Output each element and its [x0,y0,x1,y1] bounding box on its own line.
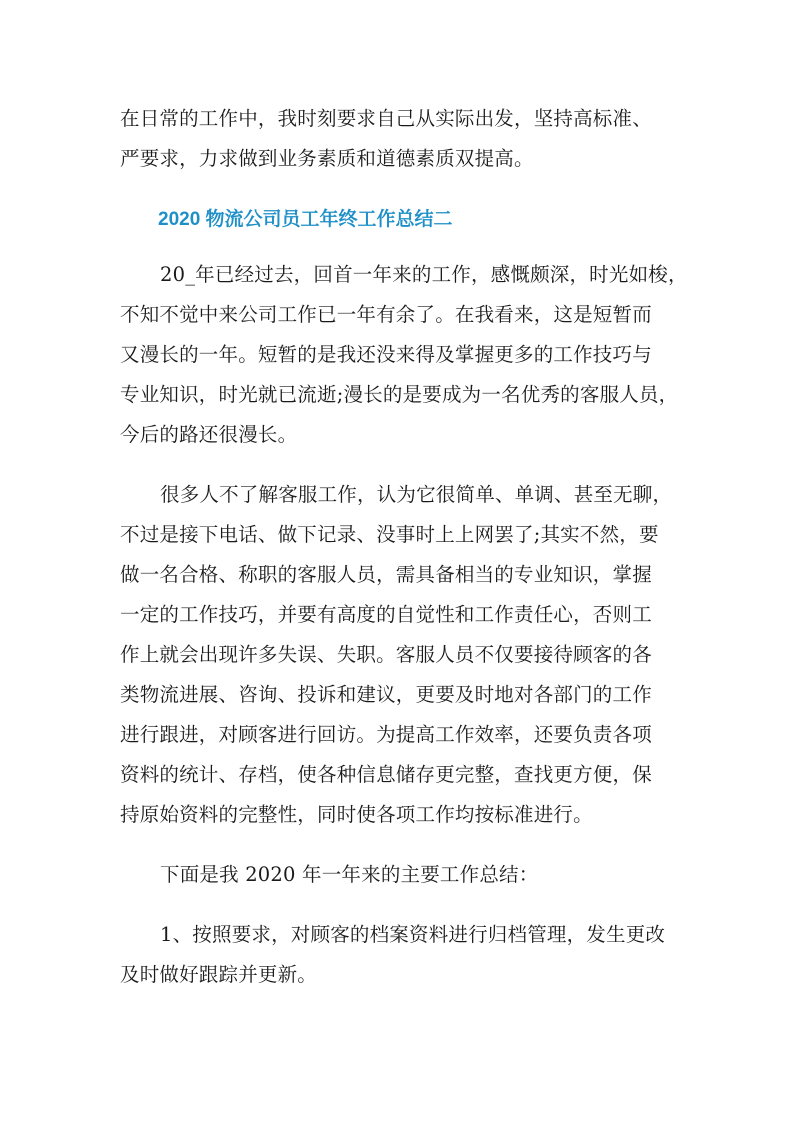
text-line: 不过是接下电话、做下记录、没事时上上网罢了;其实不然，要 [120,523,659,546]
text-line: 1、按照要求，对顾客的档案资料进行归档管理，发生更改 [160,923,666,946]
text-line: 类物流进展、咨询、投诉和建议，更要及时地对各部门的工作 [120,683,652,706]
text-line: 20_年已经过去，回首一年来的工作，感慨颇深，时光如梭， [160,263,688,286]
text-line: 作上就会出现许多失误、失职。客服人员不仅要接待顾客的各 [120,643,652,666]
text-line: 很多人不了解客服工作，认为它很简单、单调、甚至无聊， [160,483,673,506]
section-heading: 2020 物流公司员工年终工作总结二 [158,209,453,230]
text-line: 严要求，力求做到业务素质和道德素质双提高。 [120,147,534,170]
text-line: 及时做好跟踪并更新。 [120,963,318,986]
text-line: 又漫长的一年。短暂的是我还没来得及掌握更多的工作技巧与 [120,343,652,366]
text-line: 今后的路还很漫长。 [120,423,298,446]
text-line: 在日常的工作中，我时刻要求自己从实际出发，坚持高标准、 [120,107,652,130]
text-line: 不知不觉中来公司工作已一年有余了。在我看来，这是短暂而 [120,303,652,326]
text-line: 资料的统计、存档，使各种信息储存更完整，查找更方便，保 [120,763,652,786]
text-line: 进行跟进，对顾客进行回访。为提高工作效率，还要负责各项 [120,723,652,746]
text-line: 一定的工作技巧，并要有高度的自觉性和工作责任心，否则工 [120,603,652,626]
text-line: 专业知识，时光就已流逝;漫长的是要成为一名优秀的客服人员， [120,383,679,406]
text-line: 下面是我 2020 年一年来的主要工作总结： [160,863,539,886]
text-line: 做一名合格、称职的客服人员，需具备相当的专业知识，掌握 [120,563,652,586]
text-line: 持原始资料的完整性，同时使各项工作均按标准进行。 [120,803,593,826]
